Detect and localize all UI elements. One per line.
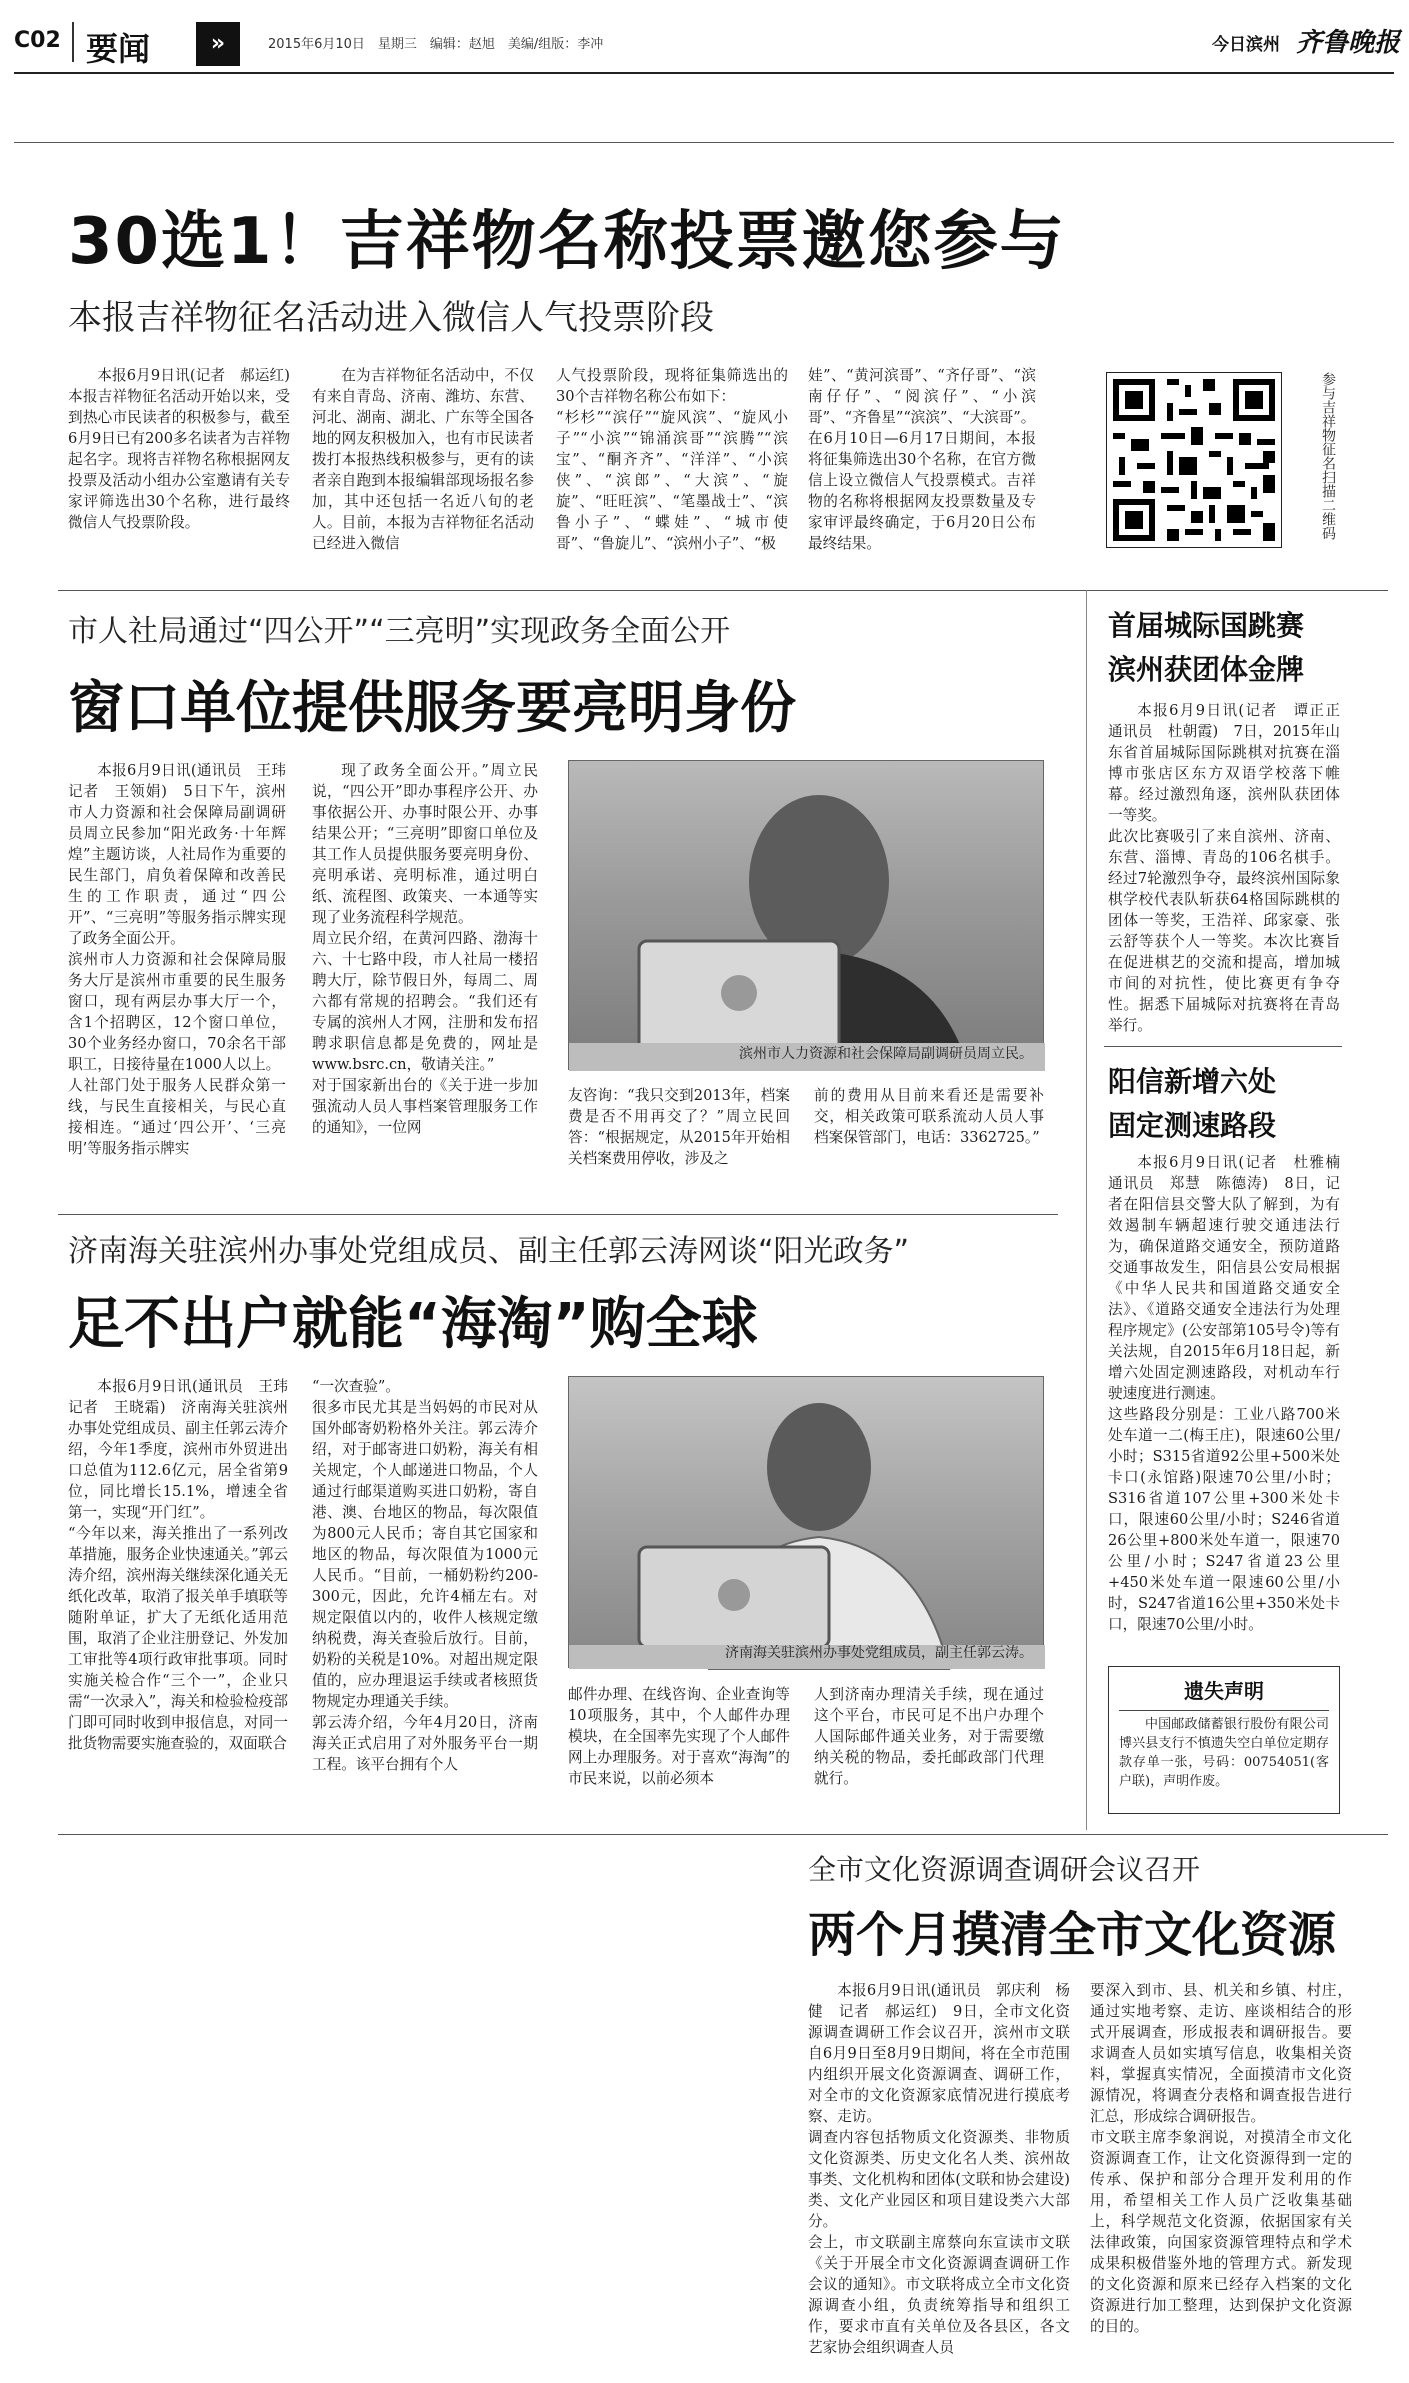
qr-code[interactable]: [1106, 372, 1282, 548]
story2-col4: 前的费用从目前来看还是需要补交，相关政策可联系流动人员人事档案保管部门，电话：3362725。”: [814, 1087, 1044, 1146]
story2-rule: [58, 1214, 1058, 1215]
story5-headline-line1: 阳信新增六处: [1108, 1065, 1277, 1098]
story3-col3: 邮件办理、在线咨询、企业查询等10项服务，其中，个人邮件办理模块，在全国率先实现了个人邮件网上办理服务。对于喜欢“海淘”的市民来说，以前必须本: [568, 1686, 790, 1787]
story5-body: 本报6月9日讯(记者 杜雅楠 通讯员 郑慧 陈德涛) 8日，记者在阳信县交警大队了解到，为有效遏制车辆超速行驶交通违法行为，确保道路交通安全，预防道路交通事故发生，阳信县公安局根据《中华人民共和国道路交通安全法》、《道路交通安全违法行为处理程序规定》(公安部第105号令)等有关法规，自2015年6月18日起，新增六处固定测速路段，对机动车行驶速度进行测速。 这些路段分别是：工业八路700米处车道一二(梅王庄)，限速60公里/小时；S315省道92公里+500米处卡口(永馆路)限速70公里/小时；S316省道107公里+300米处卡口，限速60公里/小时；S246省道26公里+800米处车道一，限速70公里/小时；S247省道23公里+450米处车道一限速60公里/小时，S247省道16公里+350米处卡口，限速70公里/小时。: [1108, 1154, 1340, 1633]
story6-col2: 要深入到市、县、机关和乡镇、村庄，通过实地考察、走访、座谈相结合的形式开展调查，形成报表和调研报告。要求调查人员如实填写信息，收集相关资料，掌握真实情况，全面摸清市文化资源情况，将调查分表格和调查报告进行汇总，形成综合调研报告。 市文联主席李象润说，对摸清全市文化资源调查工作，让文化资源得到一定的传承、保护和部分合理开发利用的作用，希望相关工作人员广泛收集基础上，科学规范文化资源，依据国家有关法律政策，向国家资源管理特点和学术成果积极借鉴外地的管理方式。新发现的文化资源和原来已经存入档案的文化资源进行加工整理，达到保护文化资源的目的。: [1090, 1982, 1352, 2335]
story1-col2: 在为吉祥物征名活动中，不仅有来自青岛、济南、潍坊、东营、河北、湖南、湖北、广东等全国各地的网友积极加入，也有市民读者拨打本报热线积极参与，更有的读者亲自跑到本报编辑部现场报名参加，其中还包括一名近八旬的老人。目前，本报为吉祥物征名活动已经进入微信: [312, 367, 534, 552]
story1-col1: 本报6月9日讯(记者 郝运红) 本报吉祥物征名活动开始以来，受到热心市民读者的积极参与，截至6月9日已有200多名读者为吉祥物起名字。现将吉祥物名称根据网友投票及活动小组办公室邀请有关专家评筛选出30个名称，进行最终微信人气投票阶段。: [68, 367, 305, 531]
section-divider: [72, 22, 74, 62]
story1-rule: [58, 590, 1388, 591]
story4-headline-line2: 滨州获团体金牌: [1108, 653, 1305, 686]
story3-col4: 人到济南办理清关手续，现在通过这个平台，市民可足不出户办理个人国际邮件通关业务，对于需要缴纳关税的物品，委托邮政部门代理就行。: [814, 1686, 1044, 1787]
story2-col2: 现了政务全面公开。”周立民说，“四公开”即办事程序公开、办事依据公开、办事时限公开、办事结果公开；“三亮明”即窗口单位及其工作人员提供服务要亮明身份、亮明承诺、亮明标准，通过明白纸、流程图、政策夹、一本通等实现了业务流程科学规范。 周立民介绍，在黄河四路、渤海十六、十七路中段，市人社局一楼招聘大厅，除节假日外，每周二、周六都有常规的招聘会。“我们还有专属的滨州人才网，注册和发布招聘求职信息都是免费的，网址是www.bsrc.cn，敬请关注。” 对于国家新出台的《关于进一步加强流动人员人事档案管理服务工作的通知》，一位网: [312, 762, 538, 1136]
story2-headline: 窗口单位提供服务要亮明身份: [68, 676, 796, 741]
story2-kicker: 市人社局通过“四公开”“三亮明”实现政务全面公开: [68, 614, 731, 649]
story3-headline: 足不出户就能“海淘”购全球: [68, 1292, 758, 1357]
qr-code-icon: [1107, 373, 1281, 547]
lost-notice-box: [1108, 1666, 1340, 1814]
story6-top-rule: [58, 1834, 1388, 1835]
masthead-logo: 齐鲁晚报: [1296, 28, 1401, 58]
portrait-icon: [569, 761, 1045, 1071]
story2-photo: [568, 760, 1044, 1070]
story2-photo-caption: 滨州市人力资源和社会保障局副调研员周立民。: [739, 1046, 1033, 1062]
qr-note: 参与吉祥物征名扫描二维码: [1320, 372, 1336, 540]
section-title: 要闻: [86, 30, 151, 68]
page-number: C02: [14, 28, 61, 53]
story1-col3: 人气投票阶段，现将征集筛选出的30个吉祥物名称公布如下： “杉杉”“滨仔”“旋风滨”、“旋风小子”“小滨”“锦涌滨哥”“滨腾”“滨宝”、“酮齐齐”、“洋洋”、“小滨侠”、“滨郎”、“大滨”、“旋旋”、“旺旺滨”、“笔墨战士”、“滨鲁小子”、“蝶娃”、“城市使哥”、“鲁旋儿”、“滨州小子”、“极: [556, 367, 788, 552]
story4-rule: [1104, 1046, 1342, 1047]
notice-title-rule: [1119, 1710, 1329, 1711]
story6-headline: 两个月摸清全市文化资源: [808, 1907, 1337, 1963]
lost-notice-title: 遗失声明: [1184, 1679, 1264, 1703]
story3-photo-caption: 济南海关驻滨州办事处党组成员，副主任郭云涛。: [725, 1645, 1033, 1661]
story1-col4: 娃”、“黄河滨哥”、“齐仔哥”、“滨南仔仔”、“阅滨仔”、“小滨哥”、“齐鲁星”“滨滨”、“大滨哥”。 在6月10日—6月17日期间，本报将征集筛选出30个名称，在官方微信上设立微信人气投票模式。吉祥物的名称将根据网友投票数量及专家审评最终确定，于6月20日公布最终结果。: [808, 367, 1036, 552]
issue-info: 2015年6月10日 星期三 编辑：赵旭 美编/组版：李冲: [268, 37, 604, 52]
portrait-icon: [569, 1377, 1045, 1669]
story3-kicker: 济南海关驻滨州办事处党组成员、副主任郭云涛网谈“阳光政务”: [68, 1234, 910, 1269]
right-column-rule: [1086, 590, 1087, 1830]
story3-photo: [568, 1376, 1044, 1668]
story2-col3: 友咨询：“我只交到2013年，档案费是否不用再交了？”周立民回答：“根据规定，从2015年开始相关档案费用停收，涉及之: [568, 1087, 790, 1167]
story5-headline-line2: 固定测速路段: [1108, 1109, 1277, 1142]
header-rule-thin: [14, 142, 1394, 143]
story3-col1: 本报6月9日讯(通讯员 王玮 记者 王晓霜) 济南海关驻滨州办事处党组成员、副主任郭云涛介绍，今年1季度，滨州市外贸进出口总值为112.6亿元，居全省第9位，同比增长15.1%，增速全省第一，实现“开门红”。 “今年以来，海关推出了一系列改革措施，服务企业快速通关。”郭云涛介绍，滨州海关继续深化通关无纸化改革，取消了报关单手填联等随附单证，扩大了无纸化适用范围，取消了企业注册登记、外发加工审批等4项行政审批事项。同时实施关检合作“三个一”，企业只需“一次录入”，海关和检验检疫部门即可同时收到申报信息，对同一批货物需要实施查验的，双面联合: [68, 1378, 288, 1752]
story3-col2: “一次查验”。 很多市民尤其是当妈妈的市民对从国外邮寄奶粉格外关注。郭云涛介绍，对于邮寄进口奶粉，海关有相关规定，个人邮递进口物品，个人通过行邮渠道购买进口奶粉，寄自港、澳、台地区的物品，每次限值为800元人民币；寄自其它国家和地区的物品，每次限值为1000元人民币。“目前，一桶奶粉约200-300元，因此，允许4桶左右。对规定限值以内的，收件人核规定缴纳税费，海关查验后放行。目前，奶粉的关税是10%。对超出规定限值的，应办理退运手续或者核照货物规定办理通关手续。 郭云涛介绍，今年4月20日，济南海关正式启用了对外服务平台一期工程。该平台拥有个人: [312, 1378, 538, 1773]
header-rule: [14, 72, 1394, 74]
section-arrow-icon: »: [196, 22, 240, 66]
story1-subhead: 本报吉祥物征名活动进入微信人气投票阶段: [68, 298, 714, 338]
story6-kicker: 全市文化资源调查调研会议召开: [808, 1853, 1201, 1886]
lost-notice-body: 中国邮政储蓄银行股份有限公司博兴县支行不慎遗失空白单位定期存款存单一张，号码：00754051(客户联)，声明作废。: [1119, 1717, 1329, 1789]
story2-col1: 本报6月9日讯(通讯员 王玮 记者 王领娟) 5日下午，滨州市人力资源和社会保障局副调研员周立民参加“阳光政务·十年辉煌”主题访谈，人社局作为重要的民生部门，肩负着保障和改善民生的工作职责，通过“四公开”、“三亮明”等服务指示牌实现了政务全面公开。 滨州市人力资源和社会保障局服务大厅是滨州市重要的民生服务窗口，现有两层办事大厅一个，含1个招聘区，12个窗口单位，30个业务经办窗口，70余名干部职工，日接待量在1000人以上。 人社部门处于服务人民群众第一线，与民生直接相关，与民心直接相连。“通过‘四公开’、‘三亮明’等服务指示牌实: [68, 762, 286, 1157]
story6-col1: 本报6月9日讯(通讯员 郭庆利 杨健 记者 郝运红) 9日，全市文化资源调查调研工作会议召开，滨州市文联自6月9日至8月9日期间，将在全市范围内组织开展文化资源调查、调研工作，对全市的文化资源家底情况进行摸底考察、走访。 调查内容包括物质文化资源类、非物质文化资源类、历史文化名人类、滨州故事类、文化机构和团体(文联和协会建设)类、文化产业园区和项目建设类六大部分。 会上，市文联副主席蔡向东宣读市文联《关于开展全市文化资源调查调研工作会议的通知》。市文联将成立全市文化资源调查小组，负责统筹指导和组织工作，要求市直有关单位及各县区，各文艺家协会组织调查人员: [808, 1982, 1070, 2356]
story4-body: 本报6月9日讯(记者 谭正正 通讯员 杜朝霞) 7日，2015年山东省首届城际国际跳棋对抗赛在淄博市张店区东方双语学校落下帷幕。经过激烈角逐，滨州队获团体一等奖。 此次比赛吸引了来自滨州、济南、东营、淄博、青岛的106名棋手。经过7轮激烈争夺，最终滨州国际象棋学校代表队斩获64格国际跳棋的团体一等奖，王浩祥、邱家豪、张云舒等获个人一等奖。本次比赛旨在促进棋艺的交流和提高，增加城市间的对抗性，使比赛更有争夺性。据悉下届城际对抗赛将在青岛举行。: [1108, 702, 1340, 1034]
story1-headline: 30选1！吉祥物名称投票邀您参与: [68, 205, 1066, 279]
story4-headline-line1: 首届城际国跳赛: [1108, 609, 1305, 642]
paper-tag: 今日滨州: [1212, 35, 1280, 55]
